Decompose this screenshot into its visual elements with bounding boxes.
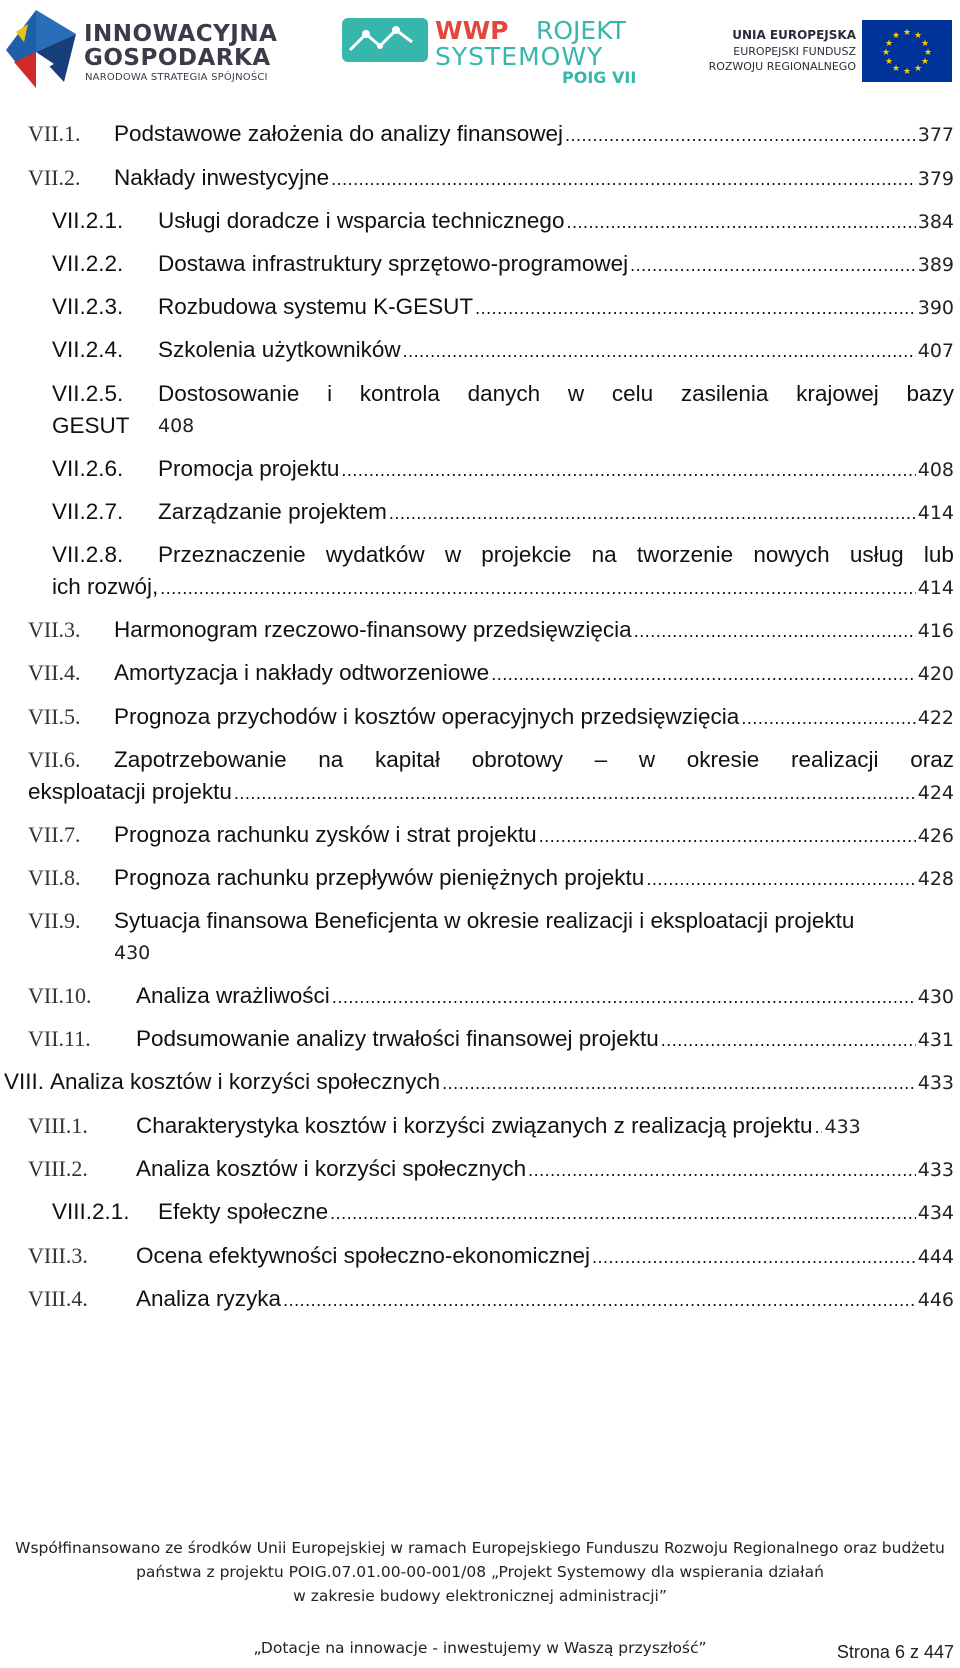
toc-leader-dots	[389, 493, 916, 533]
toc-entry[interactable]	[0, 1019, 960, 1059]
toc-entry-number: VIII.2.1.	[52, 1199, 130, 1224]
title-word: danych	[467, 381, 541, 406]
eu-logo	[690, 20, 952, 82]
toc-entry-title: Harmonogram rzeczowo-finansowy przedsięwzięcia	[114, 617, 632, 642]
toc-entry[interactable]	[0, 1192, 960, 1232]
toc-entry-number: VII.2.3.	[52, 294, 124, 319]
toc-leader-dots	[741, 698, 915, 738]
toc-entry-page: 414	[917, 502, 954, 524]
toc-entry-title: Analiza ryzyka	[136, 1286, 282, 1311]
toc-entry-number: VIII.4.	[28, 1286, 88, 1311]
ig-title-line1: INNOWACYJNA	[84, 21, 278, 47]
toc-entry[interactable]	[0, 1106, 960, 1146]
title-word: kontrola	[359, 381, 440, 406]
toc-entry-title: Usługi doradcze i wsparcia technicznego	[158, 208, 565, 233]
title-word: w	[567, 381, 585, 406]
ig-title-line2: GOSPODARKA	[84, 45, 271, 71]
toc-entry-number: VII.2.2.	[52, 251, 124, 276]
wwp-projekt-systemowy-logo	[340, 12, 640, 88]
toc-entry-number: VII.7.	[28, 822, 81, 847]
toc-entry-page: 430	[114, 942, 151, 964]
toc-entry-continuation[interactable]	[0, 567, 960, 607]
title-word: w	[444, 542, 462, 567]
toc-leader-dots	[630, 245, 916, 285]
toc-entry[interactable]	[0, 449, 960, 489]
toc-entry-number: VII.8.	[28, 865, 81, 890]
toc-entry-page: 424	[917, 782, 954, 804]
toc-leader-dots	[661, 1020, 916, 1060]
title-word: celu	[611, 381, 654, 406]
toc-entry-page: 433	[917, 1072, 954, 1094]
title-word: usług	[849, 542, 904, 567]
title-word: Zapotrzebowanie	[114, 747, 287, 772]
toc-entry-number: VII.3.	[28, 617, 81, 642]
toc-entry-number: VII.2.4.	[52, 337, 124, 362]
toc-leader-dots	[491, 654, 916, 694]
title-word: Dostosowanie	[158, 381, 300, 406]
toc-entry-number: VIII.3.	[28, 1243, 88, 1268]
toc-entry-title: Charakterystyka kosztów i korzyści związanych z realizacją projektu	[136, 1113, 813, 1138]
toc-entry[interactable]	[0, 1062, 960, 1102]
title-word: Przeznaczenie	[158, 542, 306, 567]
title-word: wydatków	[325, 542, 425, 567]
toc-entry-title: Prognoza rachunku zysków i strat projektu	[114, 822, 537, 847]
toc-leader-dots	[332, 977, 916, 1017]
toc-entry-page: 414	[917, 577, 954, 599]
title-word: obrotowy	[471, 747, 563, 772]
toc-leader-dots	[814, 1107, 822, 1147]
toc-entry-number: VII.4.	[28, 660, 81, 685]
toc-entry-page: 430	[917, 986, 954, 1008]
title-word: kapitał	[374, 747, 441, 772]
toc-entry-page: 433	[917, 1159, 954, 1181]
toc-entry-title: Podsumowanie analizy trwałości finansowej projektu	[136, 1026, 659, 1051]
toc-entry-title: Analiza kosztów i korzyści społecznych	[136, 1156, 527, 1181]
toc-entry-title: Analiza wrażliwości	[136, 983, 330, 1008]
toc-entry-title-line2: ich rozwój,	[52, 574, 159, 599]
footer-slogan: „Dotacje na innowacje - inwestujemy w Waszą przyszłość”	[253, 1639, 707, 1657]
toc-entry[interactable]	[0, 492, 960, 532]
title-word: zasilenia	[680, 381, 769, 406]
toc-leader-dots	[592, 1237, 916, 1277]
svg-text:★: ★	[902, 28, 912, 38]
toc-entry-page: 426	[917, 825, 954, 847]
svg-text:★: ★	[920, 57, 930, 67]
title-word: nowych	[753, 542, 830, 567]
title-word: lub	[923, 542, 954, 567]
title-word: okresie	[686, 747, 760, 772]
title-word: krajowej	[796, 381, 879, 406]
toc-entry-number: VIII.1.	[28, 1113, 88, 1138]
toc-entry-page: 434	[917, 1202, 954, 1224]
svg-text:★: ★	[920, 39, 930, 49]
toc-entry-number: VII.9.	[28, 908, 81, 933]
toc-entry-title: Promocja projektu	[158, 456, 340, 481]
toc-entry-title: Zarządzanie projektem	[158, 499, 387, 524]
svg-text:★: ★	[884, 57, 894, 67]
eu-title: UNIA EUROPEJSKA	[732, 28, 856, 42]
toc-entry-page: 379	[917, 168, 954, 190]
wwp-title-systemowy: SYSTEMOWY	[435, 42, 604, 71]
wwp-title-poig: POIG VII	[562, 68, 637, 87]
wwp-emblem-icon	[342, 18, 428, 66]
toc-entry[interactable]	[0, 976, 960, 1016]
toc-entry[interactable]	[0, 1236, 960, 1276]
toc-entry[interactable]	[0, 1149, 960, 1189]
toc-entry-number: VIII.2.	[28, 1156, 88, 1181]
title-word: na	[591, 542, 617, 567]
title-word: w	[638, 747, 656, 772]
toc-entry-continuation[interactable]	[0, 933, 960, 973]
toc-entry-title: Prognoza przychodów i kosztów operacyjnych przedsięwzięcia	[114, 704, 740, 729]
toc-entry-page: 407	[917, 340, 954, 362]
page-footer	[0, 1536, 960, 1660]
eu-fund-line1: EUROPEJSKI FUNDUSZ	[733, 45, 856, 58]
toc-leader-dots	[330, 1193, 916, 1233]
toc-entry-number: VII.1.	[28, 121, 81, 146]
toc-entry-number: VIII.	[4, 1069, 45, 1094]
title-word: na	[318, 747, 344, 772]
title-word: oraz	[910, 747, 954, 772]
toc-entry-page: 446	[917, 1289, 954, 1311]
toc-leader-dots	[566, 202, 915, 242]
toc-entry-title: Dostawa infrastruktury sprzętowo-programowej	[158, 251, 629, 276]
title-word: –	[594, 747, 608, 772]
toc-entry[interactable]	[0, 287, 960, 327]
svg-text:★: ★	[881, 48, 891, 58]
toc-entry-title: Rozbudowa systemu K-GESUT	[158, 294, 474, 319]
toc-entry-number: VII.2.7.	[52, 499, 124, 524]
toc-entry-title: Amortyzacja i nakłady odtworzeniowe	[114, 660, 490, 685]
toc-entry-number: VII.11.	[28, 1026, 91, 1051]
wwp-title-wwp: WWP	[435, 16, 509, 45]
toc-entry-continuation[interactable]	[0, 772, 960, 812]
toc-leader-dots	[331, 159, 916, 199]
toc-leader-dots	[528, 1150, 916, 1190]
toc-entry-title: Podstawowe założenia do analizy finansowej	[114, 121, 564, 146]
toc-entry[interactable]	[0, 653, 960, 693]
svg-text:★: ★	[891, 31, 901, 41]
toc-entry-page: 420	[917, 663, 954, 685]
svg-text:★: ★	[891, 64, 901, 74]
toc-entry-page: 431	[917, 1029, 954, 1051]
footer-cofinancing-line3: w zakresie budowy elektronicznej administracji”	[293, 1587, 667, 1605]
eu-flag-icon	[862, 20, 952, 82]
toc-entry-title: Ocena efektywności społeczno-ekonomicznej	[136, 1243, 590, 1268]
eu-fund-line2: ROZWOJU REGIONALNEGO	[708, 60, 856, 73]
title-word: tworzenie	[636, 542, 734, 567]
toc-entry[interactable]	[0, 858, 960, 898]
toc-entry[interactable]	[0, 201, 960, 241]
toc-entry-title: Nakłady inwestycyjne	[114, 165, 330, 190]
toc-entry-page: 390	[917, 297, 954, 319]
toc-entry-title: Szkolenia użytkowników	[158, 337, 401, 362]
svg-text:★: ★	[913, 31, 923, 41]
toc-leader-dots	[160, 568, 915, 608]
toc-entry-title: Prognoza rachunku przepływów pieniężnych projektu	[114, 865, 645, 890]
wwp-title-rojekt: ROJEKT	[536, 16, 626, 45]
title-word: i	[327, 381, 333, 406]
toc-entry-title: Sytuacja finansowa Beneficjenta w okresie realizacji i eksploatacji projektu	[114, 908, 855, 933]
title-word: projekcie	[481, 542, 572, 567]
toc-entry[interactable]	[0, 114, 960, 154]
toc-leader-dots	[634, 611, 916, 651]
toc-leader-dots	[283, 1280, 916, 1320]
title-word: bazy	[906, 381, 954, 406]
toc-leader-dots	[442, 1063, 916, 1103]
footer-cofinancing-line2: państwa z projektu POIG.07.01.00-00-001/08 „Projekt Systemowy dla wspierania działań	[136, 1563, 824, 1581]
toc-entry-page: 408	[158, 415, 195, 437]
toc-entry-number: VII.2.5.	[52, 381, 124, 406]
toc-entry-title: Efekty społeczne	[158, 1199, 329, 1224]
toc-entry-number: VII.5.	[28, 704, 81, 729]
toc-entry-page: 444	[917, 1246, 954, 1268]
toc-entry[interactable]	[0, 330, 960, 370]
title-word: realizacji	[791, 747, 879, 772]
toc-entry-number: VII.2.6.	[52, 456, 124, 481]
toc-entry-number: VII.10.	[28, 983, 92, 1008]
ig-star-icon	[6, 2, 78, 88]
toc-leader-dots	[565, 115, 916, 155]
toc-entry[interactable]	[0, 610, 960, 650]
toc-entry-continuation[interactable]	[0, 406, 960, 446]
toc-entry-page: 389	[917, 254, 954, 276]
toc-leader-dots	[234, 773, 916, 813]
page-header	[0, 0, 960, 92]
toc-leader-dots	[539, 816, 916, 856]
toc-entry[interactable]	[0, 158, 960, 198]
toc-entry[interactable]	[0, 815, 960, 855]
toc-entry-number: VII.2.1.	[52, 208, 124, 233]
toc-entry-page: 428	[917, 868, 954, 890]
toc-entry-title-line2: GESUT	[52, 413, 130, 438]
toc-entry-number: VII.6.	[28, 747, 81, 772]
toc-entry-title-line2: eksploatacji projektu	[28, 779, 232, 804]
toc-entry[interactable]	[0, 1279, 960, 1319]
svg-text:★: ★	[913, 64, 923, 74]
toc-entry-number: VII.2.8.	[52, 542, 124, 567]
toc-leader-dots	[403, 331, 916, 371]
toc-entry-page: 377	[917, 124, 954, 146]
toc-entry-page: 416	[917, 620, 954, 642]
toc-entry-number: VII.2.	[28, 165, 81, 190]
ig-subtitle: NARODOWA STRATEGIA SPÓJNOŚCI	[85, 72, 268, 83]
toc-entry-page: 433	[824, 1116, 861, 1138]
toc-entry-page: 384	[917, 211, 954, 233]
toc-leader-dots	[475, 288, 916, 328]
toc-entry[interactable]	[0, 244, 960, 284]
toc-entry-page: 422	[917, 707, 954, 729]
toc-leader-dots	[341, 450, 915, 490]
page-number: Strona 6 z 447	[836, 1642, 954, 1662]
toc-entry-title: Analiza kosztów i korzyści społecznych	[50, 1069, 441, 1094]
footer-cofinancing-line1: Współfinansowano ze środków Unii Europejskiej w ramach Europejskiego Funduszu Rozwoju Regionalnego oraz budżetu	[15, 1539, 945, 1557]
toc-leader-dots	[646, 859, 915, 899]
svg-text:★: ★	[902, 67, 912, 77]
innowacyjna-gospodarka-logo	[6, 2, 286, 88]
toc-entry-page: 408	[917, 459, 954, 481]
svg-text:★: ★	[884, 39, 894, 49]
svg-text:★: ★	[923, 48, 933, 58]
toc-entry[interactable]	[0, 697, 960, 737]
